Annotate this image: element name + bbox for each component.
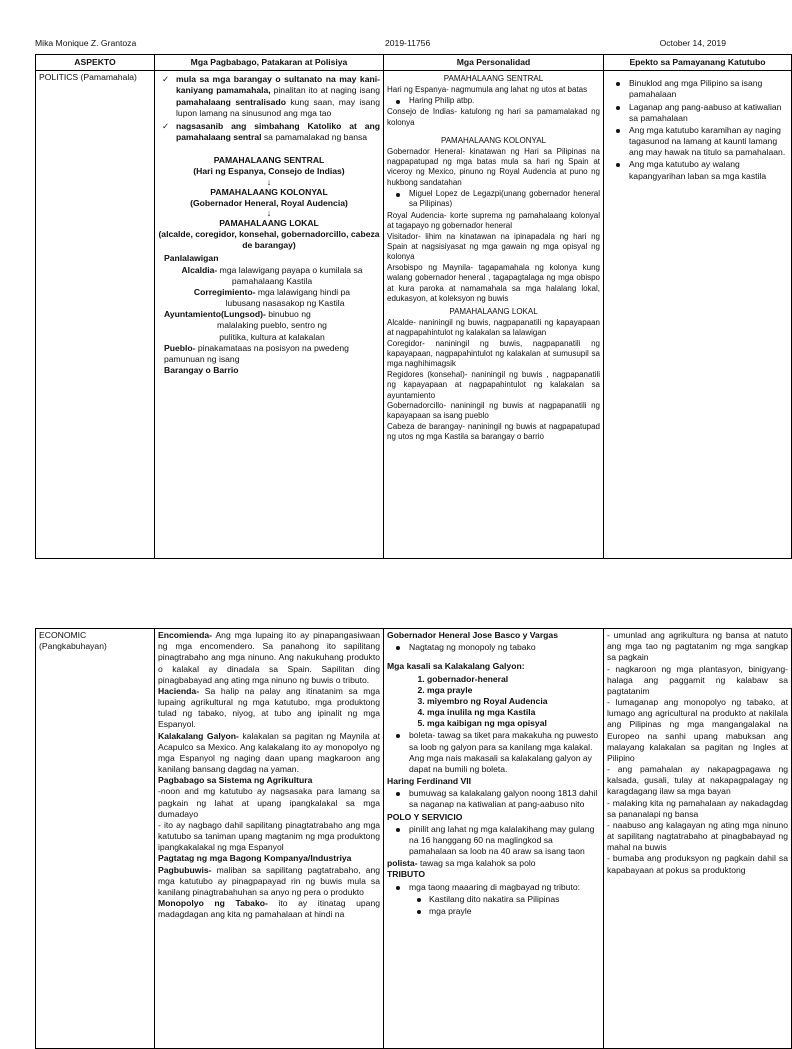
list-item: Kastilang dito nakatira sa Pilipinas <box>429 894 600 905</box>
list-item: mga prayle <box>429 906 600 917</box>
student-id: 2019-11756 <box>385 38 431 48</box>
economic-changes-cell: Encomienda- Ang mga lupaing ito ay pinapangasiwaan ng mga encomendero. Sa panahong ito sapilitang pinagtrabaho ang mga ninuno. Ang nakukuhang produkto o kalakal ay dinadala sa Spain. Sapilitan ding pinagbabayad ang ating mga ninuno ng buwis o tributo. Hacienda- Sa halip na palay ang itinatanim sa mga lupaing agrikultural ng mga katutubo, mga produktong tulad ng tabako, niyog, at tubo ang ipinalit ng mga Espanyol. Kalakalang Galyon- kalakalan sa pagitan ng Maynila at Acapulco sa Mexico. Ang kalakalang ito ay monopolyo ng mga Espanyol ng naging daan upang magkaroon ang kanilang bansang dagdag na yaman. Pagbabago sa Sistema ng Agrikultura -noon and mg katutubo ay nagsasaka para lamang sa pagkain ng lahat at upang ipangkalakal sa mga dumadayo - ito ay nagbago dahil sapilitang pinagtatrabaho ang mga katutubo sa taniman upang magtanim ng mga produktong ipangkakalakal ng mga Espanyol Pagtatag ng mga Bagong Kompanya/Industriya Pagbubuwis- maliban sa sapilitang pagtatrabaho, ang mga katutubo ay pinagpapayad rin ng buwis mula sa kanilang pinagtrabahuhan sa anyo ng pera o produkto Monopolyo ng Tabako- ito ay itinatag upang madagdagan ang kita ng pamahalaan at hindi na <box>155 629 384 1049</box>
list-item: pinilit ang lahat ng mga kalalakihang may gulang na 16 hanggang 60 na maglingkod sa pamahalaan sa loob na 40 araw sa isang taon <box>409 824 600 858</box>
check-item: ✓ nagsasanib ang simbahang Katoliko at ang pamahalaang sentral sa pamamalakad ng bansa <box>176 121 380 143</box>
col-header-personalidad: Mga Personalidad <box>384 55 604 71</box>
politics-changes-cell <box>155 71 384 559</box>
politics-aspect-cell <box>36 71 155 559</box>
politics-check-list <box>158 74 380 143</box>
effect-item: - ang pamahalan ay nakapagpagawa ng kalsada, gusali, tulay at nakapagpalagay ng karagdagang ilaw sa mga bayan <box>607 764 788 797</box>
list-item: mga taong maaaring di magbayad ng tributo: <box>409 882 600 893</box>
list-item: 1. gobernador-heneral <box>427 674 600 685</box>
hierarchy-colonial: PAMAHALAANG KOLONYAL (Gobernador Heneral, Royal Audencia) <box>190 186 348 208</box>
list-item: Miguel Lopez de Legazpi(unang gobernador heneral sa Pilipinas) <box>409 189 600 209</box>
list-item: boleta- tawag sa tiket para makakuha ng puwesto sa loob ng galyon para sa kanilang mga kalakal. Ang mga nais makasali sa kalakalang galyon ay dapat na bumili ng boleta. <box>409 730 599 774</box>
economic-personalities-cell: Gobernador Heneral Jose Basco y Vargas Nagtatag ng monopoly ng tabako Mga kasali sa Kalakalang Galyon: 1. gobernador-heneral 2. mga prayle 3. miyembro ng Royal Audencia 4. mga inulila ng mga Kastila 5. mga kaibigan ng mga opisyal boleta- tawag sa tiket para makakuha ng puwesto sa loob ng galyon para sa kanilang mga kalakal. Ang mga nais makasali sa kalakalang galyon ay dapat na bumili ng boleta. Haring Ferdinand VII bumuwag sa kalakalang galyon noong 1813 dahil sa naganap na katiwalian at pang-aabuso nito POLO Y SERVICIO pinilit ang lahat ng mga kalalakihang may gulang na 16 hanggang 60 na maglingkod sa pamahalaan sa loob na 40 araw sa isang taon polista- tawag sa mga kalahok sa polo TRIBUTO mga taong maaaring di magbayad ng tributo: Kastilang dito nakatira sa Pilipinas mga prayle <box>384 629 604 1049</box>
list-item: Ang mga katutubo karamihan ay naging tagasunod na lamang at kaunti lamang ang may hawak na titulo sa pamahalaan. <box>629 125 788 159</box>
politics-personalities-cell: PAMAHALAANG SENTRAL Hari ng Espanya- nagmumula ang lahat ng utos at batas Haring Philip atbp. Consejo de Indias- katulong ng hari sa pamamalakad ng kolonya PAMAHALAANG KOLONYAL Gobernador Heneral- kinatawan ng Hari sa Pilipinas na nagpapatupad ng mga batas mula sa hari ng Spain at viceroy ng Mexico, pinuno ng Royal Audencia at puno ng hukbong sandatahan Miguel Lopez de Legazpi(unang gobernador heneral sa Pilipinas) Royal Audencia- korte suprema ng pamahalaang kolonyal at tagapayo ng gobernador heneral Visitador- lihim na kinatawan na ipinapadala ng hari ng Spain at nagsisiyasat ng mga gawain ng mga opisyal ng kolonya Arsobispo ng Maynila- tagapamahala ng kolonya kung walang gobernador heneral , tagapagtalaga ng mga obispo at kura paroka at namamahala sa mga halalang lokal, edukasyon, at koleksyon ng buwis PAMAHALAANG LOKAL Alcalde- naniningil ng buwis, nagpapanatili ng kapayapaan at nagpapahintulot ng kalakalan sa lalawigan Coregidor- naniningil ng buwis, nagpapanatili ng kapayapaan, nagpapahintulot ng kalakalan at sumusupil sa mga naghihimagsik Regidores (konsehal)- naniningil ng buwis , nagpapanatili ng kapayapaan at nagpapahintulot ng kalakalan sa ayuntamiento Gobernadorcillo- naniningil ng buwis at nagpapanatili ng kapayapaan sa isang pueblo Cabeza de barangay- naniningil ng buwis at nagpapatupad ng utos ng mga Kastila sa barangay o barrio <box>384 71 604 559</box>
list-item: Binuklod ang mga Pilipino sa isang pamahalaan <box>629 78 788 100</box>
author-name: Mika Monique Z. Grantoza <box>35 38 137 48</box>
list-item: Haring Philip atbp. <box>409 96 600 106</box>
document-date: October 14, 2019 <box>659 38 726 48</box>
sec-local: PAMAHALAANG LOKAL <box>449 307 538 317</box>
politics-row <box>36 71 792 559</box>
politics-effects-list <box>607 78 788 182</box>
sec-central: PAMAHALAANG SENTRAL <box>443 74 544 84</box>
col-header-aspekto: ASPEKTO <box>36 55 155 71</box>
col-header-pagbabago: Mga Pagbabago, Patakaran at Polisiya <box>155 55 384 71</box>
col-header-epekto: Epekto sa Pamayanang Katutubo <box>604 55 792 71</box>
economic-table <box>35 628 792 1049</box>
galyon-list <box>387 674 600 730</box>
politics-table <box>35 54 792 559</box>
economic-effects-cell <box>604 629 792 1049</box>
down-arrow-icon: ↓ <box>266 207 272 218</box>
header-row <box>36 55 792 71</box>
down-arrow-icon: ↓ <box>266 176 272 187</box>
effect-item: - bumaba ang produksyon ng pagkain dahil sa kapabayaan at pokus sa produktong <box>607 853 788 875</box>
economic-aspect-cell <box>36 629 155 1049</box>
effect-item: - naabuso ang kalagayan ng ating mga ninuno at sapilitang nagtatrabaho at pinagbabayad ng mahal na buwis <box>607 819 788 853</box>
sec-colonial: PAMAHALAANG KOLONYAL <box>440 136 547 146</box>
economic-row <box>36 629 792 1049</box>
list-item: bumuwag sa kalakalang galyon noong 1813 dahil sa naganap na katiwalian at pang-aabuso nito <box>409 788 600 810</box>
list-item: Laganap ang pang-aabuso at katiwalian sa pamahalaan <box>629 102 788 124</box>
effect-item: - malaking kita ng pamahalaan ay nakadagdag sa pananalapi ng bansa <box>607 797 788 819</box>
list-item: 5. mga kaibigan ng mga opisyal <box>427 718 600 729</box>
hierarchy-central: PAMAHALAANG SENTRAL (Hari ng Espanya, Consejo de Indias) <box>193 155 345 177</box>
politics-effects-cell <box>604 71 792 559</box>
politics-aspect-label: POLITICS (Pamamahala) <box>39 72 137 83</box>
economic-aspect-label: ECONOMIC (Pangkabuhayan) <box>39 630 107 652</box>
effect-item: - umunlad ang agrikultura ng bansa at natuto ang mga tao ng pagtatanim ng mga sangkap sa pagkain <box>607 630 788 663</box>
list-item: 2. mga prayle <box>427 685 600 696</box>
page-header <box>35 38 726 50</box>
local-definitions: Panlalawigan Alcaldia- mga lalawigang payapa o kumilala sa pamahalaang Kastila Corregimiento- mga lalawigang hindi pa lubusang nasasakop ng Kastila Ayuntamiento(Lungsod)- binubuo ng malalaking pueblo, sentro ng pulitika, kultura at kalakalan Pueblo- pinakamataas na posisyon na pwedeng pamunuan ng isang Barangay o Barrio <box>164 253 363 376</box>
effect-item: - nagkaroon ng mga plantasyon, binigyang-halaga ang paggamit ng kalabaw sa pagtatanim <box>607 663 788 696</box>
list-item: 3. miyembro ng Royal Audencia <box>427 696 600 707</box>
effect-item: - lumaganap ang monopolyo ng tabako, at lumago ang agricultural na produkto at nakilala ang Pilipinas ng mga mangangalakal na Europeo na sanhi upang mabuksan ang malayang kalakalan sa pagitan ng Ingles at Pilipino <box>607 697 788 763</box>
list-item: Ang mga katutubo ay walang kapangyarihan laban sa mga kastila <box>629 159 788 181</box>
hierarchy-local: PAMAHALAANG LOKAL (alcalde, coregidor, konsehal, gobernadorcillo, cabeza de barangay) <box>158 217 380 251</box>
check-item: ✓ mula sa mga barangay o sultanato na may kani-kaniyang pamamahala, pinalitan ito at naging isang pamahalaang sentralisado kung saan, may isang lupon lamang na sinusunod ang mga tao <box>176 74 380 119</box>
list-item: Nagtatag ng monopoly ng tabako <box>409 642 600 653</box>
list-item: 4. mga inulila ng mga Kastila <box>427 707 600 718</box>
